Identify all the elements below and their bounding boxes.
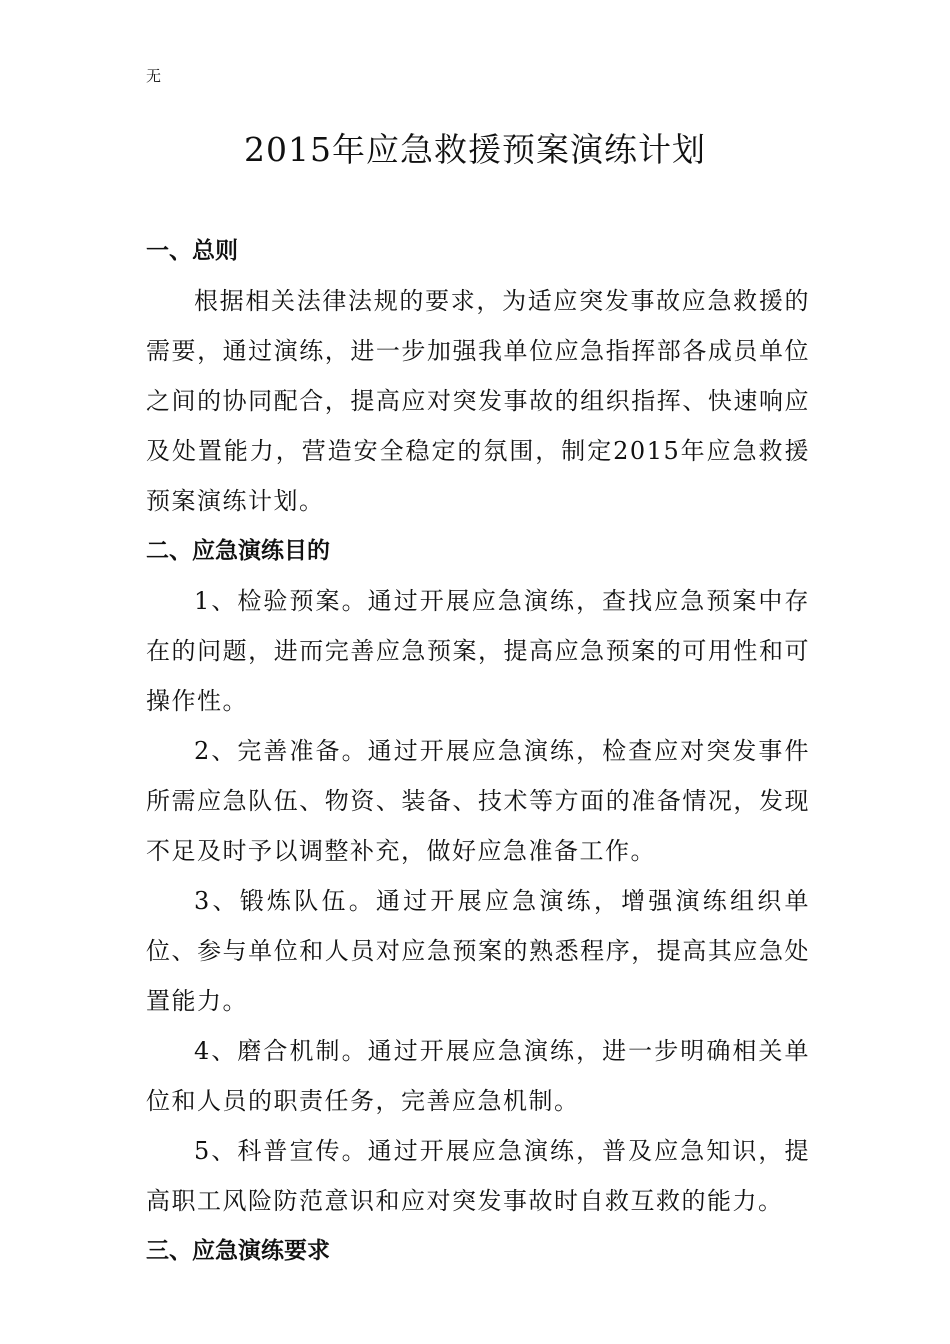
paragraph: 根据相关法律法规的要求，为适应突发事故应急救援的需要，通过演练，进一步加强我单位应急指挥部各成员单位之间的协同配合，提高应对突发事故的组织指挥、快速响应及处置能力，营造安全稳定的氛围，制定2015年应急救援预案演练计划。 <box>146 287 810 515</box>
paragraph: 3、锻炼队伍。通过开展应急演练，增强演练组织单位、参与单位和人员对应急预案的熟悉程序，提高其应急处置能力。 <box>146 887 810 1015</box>
paragraph: 5、科普宣传。通过开展应急演练，普及应急知识，提高职工风险防范意识和应对突发事故时自救互救的能力。 <box>146 1137 810 1215</box>
header-mark: 无 <box>146 67 162 85</box>
paragraph: 2、完善准备。通过开展应急演练，检查应对突发事件所需应急队伍、物资、装备、技术等方面的准备情况，发现不足及时予以调整补充，做好应急准备工作。 <box>146 737 810 865</box>
document-body <box>146 226 810 1276</box>
document-title: 2015年应急救援预案演练计划 <box>244 130 706 169</box>
section-heading-requirements: 三、应急演练要求 <box>146 1238 330 1264</box>
paragraph: 4、磨合机制。通过开展应急演练，进一步明确相关单位和人员的职责任务，完善应急机制。 <box>146 1037 810 1115</box>
paragraph: 1、检验预案。通过开展应急演练，查找应急预案中存在的问题，进而完善应急预案，提高应急预案的可用性和可操作性。 <box>146 587 810 715</box>
section-heading-purpose: 二、应急演练目的 <box>146 538 330 564</box>
section-heading-general: 一、总则 <box>146 238 238 264</box>
